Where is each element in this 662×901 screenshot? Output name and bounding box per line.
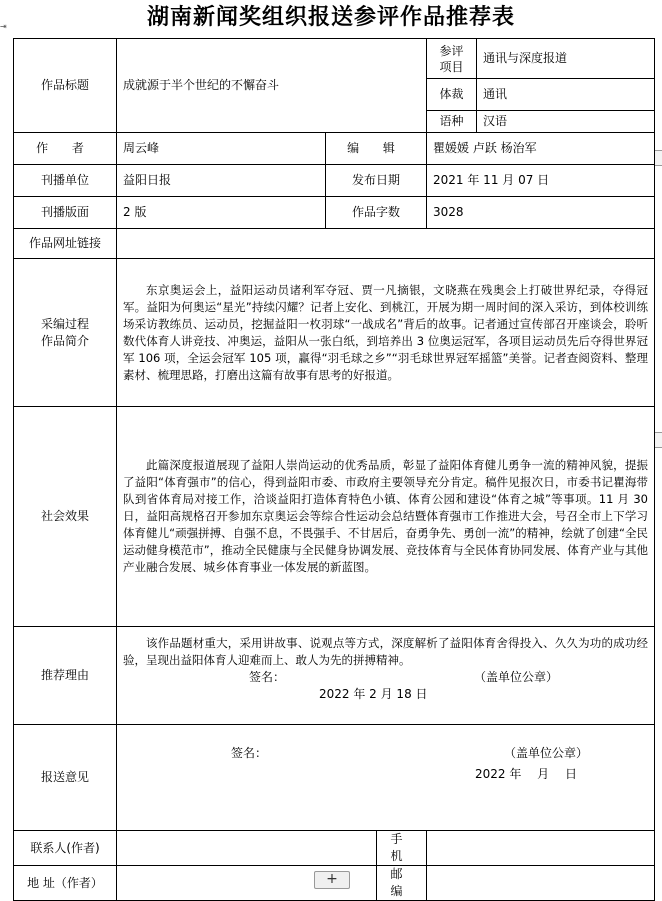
reason-label: 推荐理由 bbox=[14, 627, 117, 725]
url-value[interactable] bbox=[117, 229, 655, 259]
submit-date: 2022 年 月 日 bbox=[475, 767, 577, 781]
page-label: 刊播版面 bbox=[14, 197, 117, 229]
pub-date-value: 2021 年 11 月 07 日 bbox=[427, 165, 655, 197]
postcode-value[interactable] bbox=[427, 866, 655, 901]
submit-label: 报送意见 bbox=[14, 725, 117, 831]
side-tab-handle[interactable] bbox=[654, 432, 662, 448]
process-paragraph: 东京奥运会上，益阳运动员诸利军夺冠、贾一凡摘银，文晓燕在残奥会上打破世界纪录，夺得冠军。益阳为何奥运“星光”持续闪耀？记者上安化、到桃江，开展为期一周时间的深入采访，到体校训练场采访教练员、运动员，挖掘益阳一枚羽球“一战成名”背后的故事。记者通过宣传部召开座谈会，聆听数代体育人讲竞技、冲奥运，益阳从一张白纸，到培养出 3 位奥运冠军，各项目运动员先后夺得世界冠军 106 项，全运会冠军 105 项，赢得“羽毛球之乡”“羽毛球世界冠军摇篮”美誉。记者查阅资料、整理素材、梳理思路，打磨出这篇有故事有思考的好报道。 bbox=[123, 282, 649, 382]
page-title: 湖南新闻奖组织报送参评作品推荐表 bbox=[146, 5, 515, 30]
reason-date: 2022 年 2 月 18 日 bbox=[319, 687, 428, 701]
reason-sign: 签名： bbox=[249, 670, 286, 684]
work-title-label: 作品标题 bbox=[14, 39, 117, 133]
contact-label: 联系人(作者) bbox=[14, 831, 117, 866]
process-text bbox=[117, 259, 655, 407]
effect-paragraph: 此篇深度报道展现了益阳人崇尚运动的优秀品质，彰显了益阳体育健儿勇争一流的精神风貌，提振了益阳“体育强市”的信心，得到益阳市委、市政府主要领导充分肯定。稿件见报次日，市委书记瞿海带队到省体育局对接工作，洽谈益阳打造体育特色小镇、体育公园和建设“体育之城”等事项。11 月 30 日，益阳高规格召开参加东京奥运会等综合性运动会总结暨体育强市工作推进大会，号召全市上下学习体育健儿“顽强拼搏、自强不息，不畏强手、不甘居后，奋勇争先、勇创一流”的精神，绘就了创建“全民运动健身模范市”，推动全民健康与全民健身协调发展、竞技体育与全民体育协同发展、体育产业与其他产业融合发展、城乡体育事业一体发展的新蓝图。 bbox=[123, 458, 649, 574]
submit-sign-line bbox=[123, 745, 648, 762]
category-value: 通讯与深度报道 bbox=[477, 39, 655, 79]
page-value: 2 版 bbox=[117, 197, 326, 229]
submit-sign: 签名： bbox=[231, 746, 268, 760]
reason-paragraph: 该作品题材重大，采用讲故事、说观点等方式，深度解析了益阳体育舍得投入、久久为功的成功经验，呈现出益阳体育人迎难而上、敢人为先的拼搏精神。 bbox=[123, 636, 649, 667]
phone-value[interactable] bbox=[427, 831, 655, 866]
expand-button[interactable]: + bbox=[314, 871, 350, 889]
submit-seal: （盖单位公章） bbox=[504, 746, 589, 760]
process-label: 采编过程 作品简介 bbox=[14, 259, 117, 407]
submit-cell bbox=[117, 725, 655, 831]
editor-value: 瞿媛媛 卢跃 杨治军 bbox=[427, 133, 655, 165]
phone-label: 手 机 bbox=[377, 831, 427, 866]
word-count-value: 3028 bbox=[427, 197, 655, 229]
author-value: 周云峰 bbox=[117, 133, 326, 165]
work-title-value: 成就源于半个世纪的不懈奋斗 bbox=[117, 39, 427, 133]
author-label: 作 者 bbox=[14, 133, 117, 165]
reason-cell bbox=[117, 627, 655, 725]
genre-value: 通讯 bbox=[477, 79, 655, 111]
reason-seal: （盖单位公章） bbox=[474, 670, 559, 684]
category-label: 参评项目 bbox=[427, 39, 477, 79]
editor-label: 编 辑 bbox=[326, 133, 427, 165]
pub-date-label: 发布日期 bbox=[326, 165, 427, 197]
contact-value[interactable] bbox=[117, 831, 377, 866]
word-count-label: 作品字数 bbox=[326, 197, 427, 229]
row-handle-icon[interactable]: ⇥ bbox=[0, 22, 7, 31]
recommendation-form bbox=[13, 38, 655, 901]
effect-label: 社会效果 bbox=[14, 407, 117, 627]
publisher-value: 益阳日报 bbox=[117, 165, 326, 197]
postcode-label: 邮 编 bbox=[377, 866, 427, 901]
language-label: 语种 bbox=[427, 111, 477, 133]
effect-text bbox=[117, 407, 655, 627]
side-tab-handle[interactable] bbox=[654, 150, 662, 166]
language-value: 汉语 bbox=[477, 111, 655, 133]
reason-sign-line bbox=[123, 669, 648, 686]
url-label: 作品网址链接 bbox=[14, 229, 117, 259]
address-label: 地 址（作者） bbox=[14, 866, 117, 901]
publisher-label: 刊播单位 bbox=[14, 165, 117, 197]
genre-label: 体裁 bbox=[427, 79, 477, 111]
